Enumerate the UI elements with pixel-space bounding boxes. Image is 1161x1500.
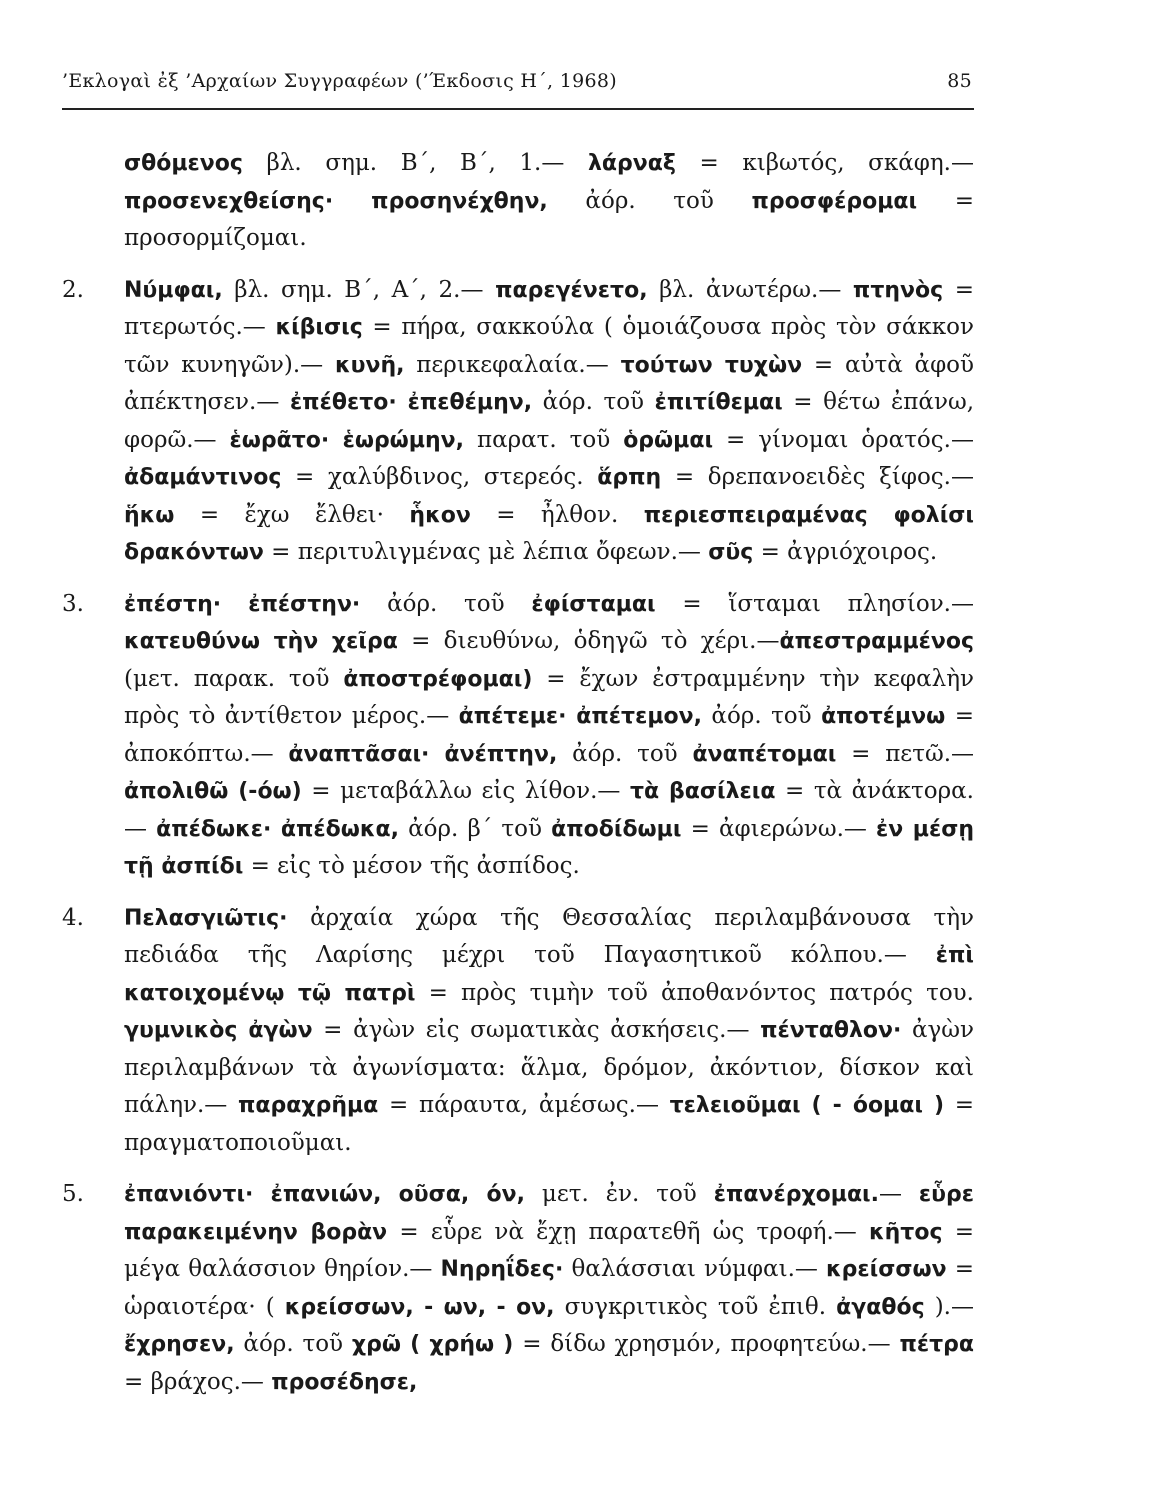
headword: προσενεχθείσης· προσηνέχθην, <box>124 188 548 214</box>
headword: προσφέρομαι <box>751 188 918 214</box>
headword: ἥκω <box>124 502 175 528</box>
gloss-text: = μεταβάλλω εἰς λίθον.— <box>301 778 630 804</box>
gloss-text: παρατ. τοῦ <box>464 426 624 453</box>
gloss-text: = μέγα θαλάσσιον θηρίον.— <box>124 1218 974 1282</box>
gloss-text: = ἵσταμαι πλησίον.— <box>655 590 974 617</box>
headword: γυμνικὸς ἀγὼν <box>124 1018 313 1043</box>
gloss-text: = πρὸς τιμὴν τοῦ ἀποθανόντος πατρός του. <box>415 979 974 1006</box>
gloss-text: = βράχος.— <box>124 1368 272 1395</box>
headword: ἐπιτίθεμαι <box>654 390 783 415</box>
gloss-text: — <box>878 1181 919 1207</box>
entry-number: 4. <box>62 904 84 931</box>
gloss-text: = ἀγὼν εἰς σωματικὰς ἀσκήσεις.— <box>312 1017 761 1043</box>
headword: ἑωρᾶτο· ἑωρώμην, <box>229 427 464 453</box>
gloss-text: βλ. ἀνωτέρω.— <box>647 276 853 303</box>
headword: πέτρα <box>899 1332 974 1357</box>
header-title: ’Εκλογαὶ ἐξ ’Αρχαίων Συγγραφέων (’Έκδοσις Η΄, 1968) <box>62 70 617 92</box>
gloss-text: = δίδω χρησμόν, προφητεύω.— <box>513 1331 900 1357</box>
headword: λάρναξ <box>587 151 676 176</box>
header-rule <box>62 108 974 110</box>
headword: ἀποδίδωμι <box>551 816 682 842</box>
entry-text <box>124 1176 974 1401</box>
headword: ἀπεστραμμένος <box>779 629 975 654</box>
headword: κρείσσων, - ων, - ον, <box>284 1294 555 1320</box>
headword: ἀπέδωκε· ἀπέδωκα, <box>156 816 399 842</box>
gloss-text: βλ. σημ. Β΄, Β΄, 1.— <box>242 150 588 176</box>
headword: προσέδησε, <box>271 1369 418 1395</box>
gloss-text: ἀόρ. τοῦ <box>702 703 822 729</box>
gloss-text: ἀόρ. τοῦ <box>532 389 655 415</box>
headword: ἅρπη <box>597 465 662 490</box>
glossary-entry <box>62 1176 974 1401</box>
glossary-entry <box>62 145 974 258</box>
headword: Πελασγιῶτις· <box>124 905 288 931</box>
gloss-text: βλ. σημ. Β΄, Α΄, 2.— <box>222 276 496 303</box>
headword: τελειοῦμαι ( - όομαι ) <box>669 1093 945 1118</box>
entry-text <box>124 145 974 258</box>
headword: κῆτος <box>869 1219 943 1245</box>
headword: ἐπὶ κατοιχομένῳ τῷ πατρὶ <box>124 943 974 1006</box>
gloss-text: ἀρχαία χώρα τῆς Θεσσαλίας περιλαμβάνουσα τὴν πεδιάδα τῆς Λαρίσης μέχρι τοῦ Παγασητικοῦ κόλπου.— <box>124 904 974 968</box>
gloss-text: (μετ. παρακ. τοῦ <box>124 665 344 692</box>
gloss-text: = χαλύβδινος, στερεός. <box>281 464 598 490</box>
headword: σῦς <box>708 540 754 565</box>
headword: κρείσσων <box>826 1257 947 1282</box>
headword: εὗρε παρακειμένην βορὰν <box>124 1182 975 1245</box>
gloss-text: μετ. ἐν. τοῦ <box>524 1181 714 1207</box>
headword: ἀποστρέφομαι) <box>343 666 533 692</box>
glossary-entry <box>62 900 974 1163</box>
glossary-body <box>62 145 974 1415</box>
headword: ἀδαμάντινος <box>124 465 282 490</box>
headword: παραχρῆμα <box>238 1093 379 1118</box>
headword: τὰ βασίλεια <box>629 779 776 804</box>
headword: ὁρῶμαι <box>623 427 714 453</box>
gloss-text: = πήρα, σακκούλα ( ὁμοιάζουσα πρὸς τὸν σάκκον τῶν κυνηγῶν).— <box>124 314 974 378</box>
headword: ἐπανέρχομαι. <box>713 1182 879 1207</box>
gloss-text: ).— <box>924 1293 974 1320</box>
headword: Νύμφαι, <box>124 277 223 303</box>
headword: Νηρηΐδες· <box>440 1257 564 1282</box>
gloss-text: = πραγματοποιοῦμαι. <box>124 1092 974 1156</box>
headword: ἐν μέσῃ τῇ ἀσπίδι <box>124 816 974 879</box>
headword: κίβισις <box>275 315 363 340</box>
gloss-text: = θέτω ἐπάνω, φορῶ.— <box>124 389 975 453</box>
entry-number: 5. <box>62 1181 84 1207</box>
page-number: 85 <box>947 70 972 92</box>
headword: τούτων τυχὼν <box>620 352 803 378</box>
entry-number: 2. <box>62 276 84 303</box>
gloss-text: = ἦλθον. <box>470 501 644 528</box>
gloss-text: ἀόρ. τοῦ <box>557 740 693 767</box>
gloss-text: = εὗρε νὰ ἔχῃ παρατεθῆ ὡς τροφή.— <box>387 1218 869 1245</box>
headword: πένταθλον· <box>760 1018 902 1043</box>
headword: ἐπέθετο· ἐπεθέμην, <box>289 390 533 415</box>
gloss-text: = πτερωτός.— <box>124 276 974 340</box>
headword: ἀγαθός <box>836 1294 925 1320</box>
gloss-text: = γίνομαι ὁρατός.— <box>713 426 974 453</box>
gloss-text: = ἀποκόπτω.— <box>124 703 974 767</box>
gloss-text: = ἀφιερώνω.— <box>681 815 877 842</box>
gloss-text: = ὡραιοτέρα· ( <box>124 1256 974 1320</box>
headword: πτηνὸς <box>852 277 944 303</box>
gloss-text: = τὰ ἀνάκτορα.— <box>124 778 974 842</box>
headword: ἐπανιόντι· ἐπανιών, οῦσα, όν, <box>124 1182 525 1207</box>
gloss-text: περικεφαλαία.— <box>404 351 621 378</box>
glossary-entry <box>62 586 974 886</box>
headword: ἀπολιθῶ (-όω) <box>124 779 302 804</box>
entry-number <box>62 145 124 258</box>
gloss-text: συγκριτικὸς τοῦ ἐπιθ. <box>554 1293 837 1320</box>
gloss-text: ἀόρ. τοῦ <box>360 590 532 617</box>
headword: ἐφίσταμαι <box>531 591 656 617</box>
gloss-text: = εἰς τὸ μέσον τῆς ἀσπίδος. <box>243 853 580 879</box>
gloss-text: = ἔχω ἔλθει· <box>174 501 410 528</box>
running-header <box>62 70 972 92</box>
gloss-text: = πάραυτα, ἀμέσως.— <box>378 1092 670 1118</box>
headword: ἔχρησεν, <box>124 1332 235 1357</box>
gloss-text: ἀόρ. β΄ τοῦ <box>398 815 552 842</box>
entry-text <box>124 586 974 886</box>
headword: κατευθύνω τὴν χεῖρα <box>124 629 398 654</box>
headword: ἀπέτεμε· ἀπέτεμον, <box>458 704 702 729</box>
headword: περιεσπειραμένας φολίσι δρακόντων <box>124 502 974 565</box>
gloss-text: = πετῶ.— <box>836 740 975 767</box>
headword: ἐπέστη· ἐπέστην· <box>124 591 361 617</box>
gloss-text: ἀγὼν περιλαμβάνων τὰ ἀγωνίσματα: ἅλμα, δρόμον, ἀκόντιον, δίσκον καὶ πάλην.— <box>124 1017 974 1118</box>
gloss-text: ἀόρ. τοῦ <box>234 1331 352 1357</box>
gloss-text: = δρεπανοειδὲς ξίφος.— <box>661 464 974 490</box>
headword: κυνῆ, <box>334 352 405 378</box>
headword: σθόμενος <box>124 151 243 176</box>
glossary-entry <box>62 272 974 572</box>
gloss-text: = διευθύνω, ὁδηγῶ τὸ χέρι.— <box>397 628 780 654</box>
entry-text <box>124 272 974 572</box>
headword: ἀναπέτομαι <box>692 741 837 767</box>
headword: ἀποτέμνω <box>821 704 946 729</box>
headword: ἀναπτᾶσαι· ἀνέπτην, <box>288 741 558 767</box>
gloss-text: = κιβωτός, σκάφη.— <box>675 150 974 176</box>
gloss-text: = ἀγριόχοιρος. <box>753 539 938 565</box>
gloss-text: = περιτυλιγμένας μὲ λέπια ὄφεων.— <box>263 539 709 565</box>
headword: παρεγένετο, <box>495 277 648 303</box>
entry-number: 3. <box>62 590 84 617</box>
gloss-text: = αὐτὰ ἀφοῦ ἀπέκτησεν.— <box>124 351 975 415</box>
gloss-text: θαλάσσιαι νύμφαι.— <box>563 1256 827 1282</box>
gloss-text: = προσορμίζομαι. <box>124 187 974 251</box>
gloss-text: = ἔχων ἐστραμμένην τὴν κεφαλὴν πρὸς τὸ ἀντίθετον μέρος.— <box>124 665 974 729</box>
headword: χρῶ ( χρήω ) <box>351 1332 514 1357</box>
headword: ἧκον <box>409 502 471 528</box>
entry-text <box>124 900 974 1163</box>
gloss-text: ἀόρ. τοῦ <box>547 187 752 214</box>
